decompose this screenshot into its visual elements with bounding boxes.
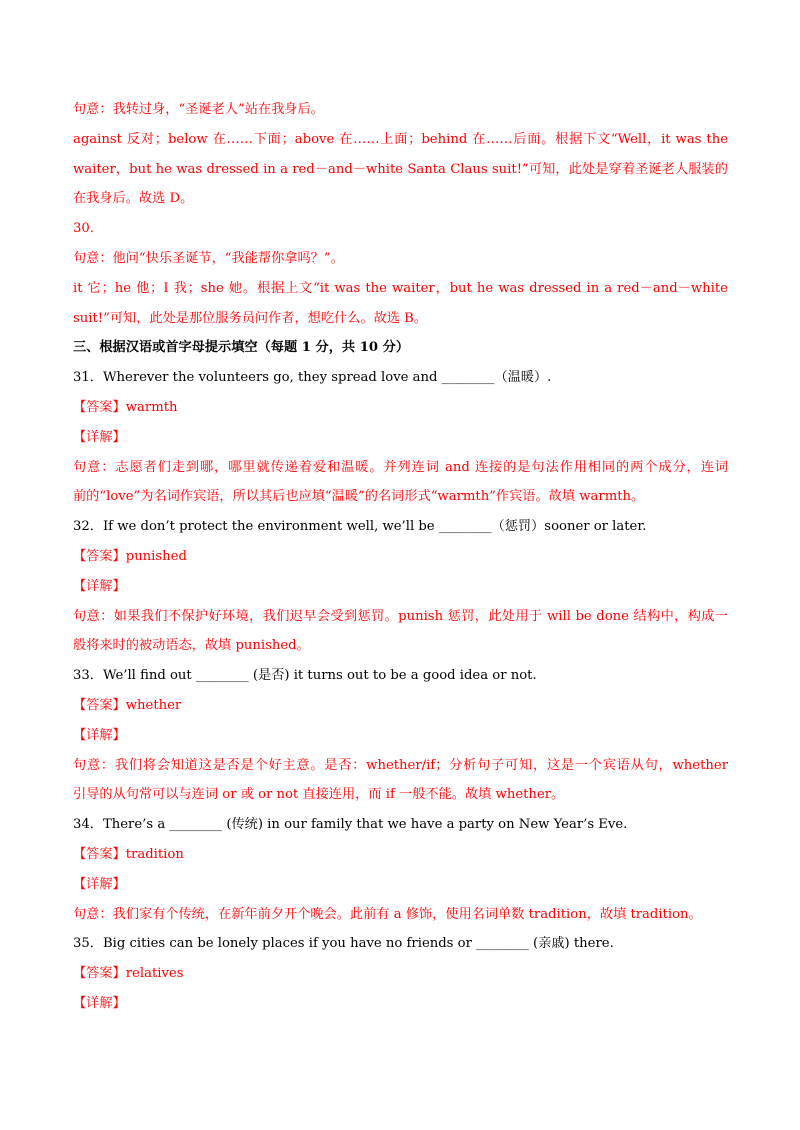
q34-detail-tag: 【详解】 bbox=[73, 876, 126, 892]
q31-answer bbox=[73, 393, 728, 423]
answer-tag: 【答案】 bbox=[73, 846, 126, 862]
q29-detail-line-1: against 反对；below 在……下面；above 在……上面；behind 在……后面。根据下文“Well，it was the bbox=[73, 131, 728, 147]
answer-value: tradition bbox=[125, 846, 184, 862]
answer-tag: 【答案】 bbox=[73, 548, 126, 564]
answer-value: relatives bbox=[125, 966, 184, 982]
answer-value: warmth bbox=[125, 399, 178, 415]
answer-value: punished bbox=[125, 548, 187, 564]
q33-detail-tag: 【详解】 bbox=[73, 727, 126, 743]
section-heading: 三、根据汉语或首字母提示填空（每题 1 分，共 10 分） bbox=[73, 340, 410, 356]
q31-detail-line-2: 前的“love”为名词作宾语，所以其后也应填“温暖”的名词形式“warmth”作宾语。故填 warmth。 bbox=[73, 489, 645, 505]
q31-stem: 31．Wherever the volunteers go, they spread love and ________（温暖）. bbox=[73, 370, 552, 386]
q32-answer bbox=[73, 542, 728, 572]
q33-answer bbox=[73, 691, 728, 721]
q34-detail-line-1: 句意：我们家有个传统，在新年前夕开个晚会。此前有 a 修饰，使用名词单数 tradition，故填 tradition。 bbox=[73, 906, 702, 922]
answer-tag: 【答案】 bbox=[73, 697, 126, 713]
q30-meaning: 句意：他问“快乐圣诞节，“我能帮你拿吗？”。 bbox=[73, 250, 344, 266]
q29-detail-line-3: 在我身后。故选 D。 bbox=[73, 191, 194, 207]
answer-tag: 【答案】 bbox=[73, 399, 126, 415]
q33-detail-line-2: 引导的从句常可以与连词 or 或 or not 直接连用，而 if 一般不能。故填 whether。 bbox=[73, 787, 565, 803]
q33-stem: 33．We’ll find out ________ (是否) it turns out to be a good idea or not. bbox=[73, 668, 537, 684]
q32-stem: 32．If we don’t protect the environment well, we’ll be ________（惩罚）sooner or later. bbox=[73, 519, 647, 535]
q32-detail-line-1: 句意：如果我们不保护好环境，我们迟早会受到惩罚。punish 惩罚，此处用于 will be done 结构中，构成一 bbox=[73, 608, 728, 624]
q30-number: 30． bbox=[73, 221, 103, 237]
q32-detail-tag: 【详解】 bbox=[73, 578, 126, 594]
answer-value: whether bbox=[125, 697, 182, 713]
q29-detail-line-2: waiter，but he was dressed in a red－and－white Santa Claus suit!”可知，此处是穿着圣诞老人服装的 bbox=[73, 161, 728, 177]
q30-detail-line-1: it 它；he 他；I 我；she 她。根据上文“it was the waiter，but he was dressed in a red－and－white bbox=[73, 280, 728, 296]
q35-answer bbox=[73, 959, 728, 989]
q35-stem: 35．Big cities can be lonely places if you have no friends or ________ (亲戚) there. bbox=[73, 936, 614, 952]
q34-stem: 34．There’s a ________ (传统) in our family that we have a party on New Year’s Eve. bbox=[73, 817, 628, 833]
q29-meaning: 句意：我转过身，“圣诞老人”站在我身后。 bbox=[73, 102, 324, 117]
q33-detail-line-1: 句意：我们将会知道这是否是个好主意。是否：whether/if；分析句子可知，这是一个宾语从句，whether bbox=[73, 757, 728, 773]
q31-detail-line-1: 句意：志愿者们走到哪，哪里就传递着爱和温暖。并列连词 and 连接的是句法作用相同的两个成分，连词 bbox=[73, 459, 728, 475]
q35-detail-tag: 【详解】 bbox=[73, 995, 126, 1011]
q32-detail-line-2: 般将来时的被动语态，故填 punished。 bbox=[73, 638, 310, 654]
q31-detail-tag: 【详解】 bbox=[73, 429, 126, 445]
q30-detail-line-2: suit!”可知，此处是那位服务员问作者，想吃什么。故选 B。 bbox=[73, 310, 428, 326]
q34-answer bbox=[73, 840, 728, 870]
answer-tag: 【答案】 bbox=[73, 966, 126, 982]
